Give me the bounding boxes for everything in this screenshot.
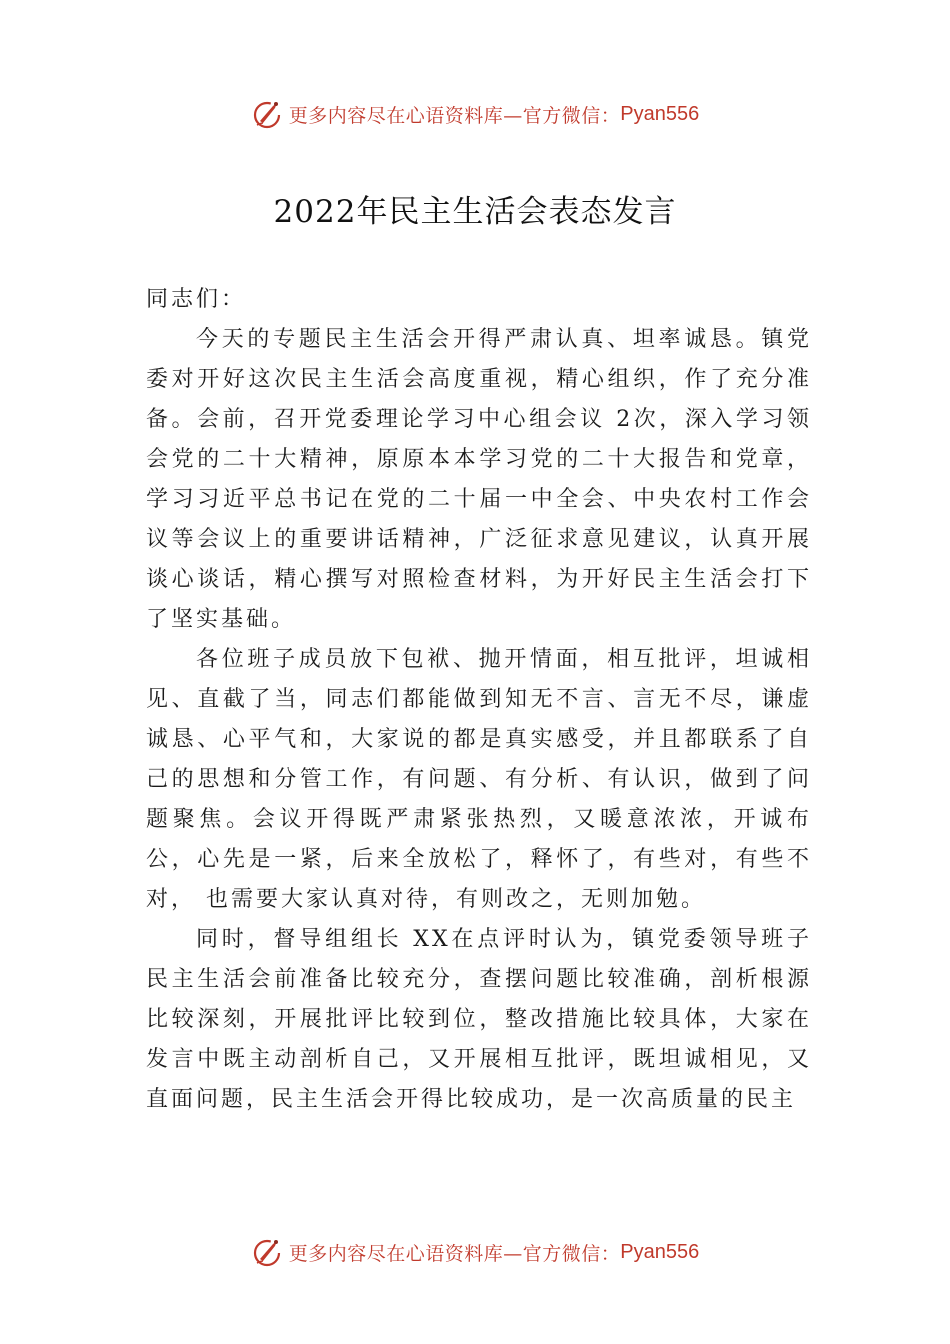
salutation: 同志们：: [146, 287, 247, 312]
footer-watermark: [0, 1232, 950, 1272]
watermark-wechat-id: Pyan556: [620, 1240, 700, 1263]
watermark-wechat-id: Pyan556: [620, 102, 700, 125]
paragraph: 各位班子成员放下包袱、抛开情面，相互批评，坦诚相见、直截了当，同志们都能做到知无不言、言无不尽，谦虚诚恳、心平气和，大家说的都是真实感受，并且都联系了自己的思想和分管工作，有问题、有分析、有认识，做到了问题聚焦。会议开得既严肃紧张热烈，又暖意浓浓，开诚布公，心先是一紧，后来全放松了，释怀了，有些对，有些不对， 也需要大家认真对待，有则改之，无则加勉。: [146, 647, 812, 912]
paragraph: 同时，督导组组长 XX在点评时认为，镇党委领导班子民主生活会前准备比较充分，查摆问题比较准确，剖析根源比较深刻，开展批评比较到位，整改措施比较具体，大家在发言中既主动剖析自己，又开展相互批评，既坦诚相见，又直面问题，民主生活会开得比较成功，是一次高质量的民主: [146, 927, 812, 1112]
watermark-text: 更多内容尽在心语资料库—官方微信：: [288, 104, 621, 127]
header-watermark: [0, 94, 950, 134]
brush-pen-logo-icon: [251, 97, 285, 131]
document-body: [146, 280, 812, 1120]
brush-pen-logo-icon: [251, 1235, 285, 1269]
watermark-text: 更多内容尽在心语资料库—官方微信：: [288, 1242, 621, 1265]
document-title: 2022年民主生活会表态发言: [273, 194, 677, 230]
paragraph: 今天的专题民主生活会开得严肃认真、坦率诚恳。镇党委对开好这次民主生活会高度重视，精心组织，作了充分准备。会前，召开党委理论学习中心组会议 2次，深入学习领会党的二十大精神，原原本本学习党的二十大报告和党章， 学习习近平总书记在党的二十届一中全会、中央农村工作会议等会议上的重要讲话精神，广泛征求意见建议，认真开展谈心谈话，精心撰写对照检查材料，为开好民主生活会打下了坚实基础。: [146, 327, 812, 632]
